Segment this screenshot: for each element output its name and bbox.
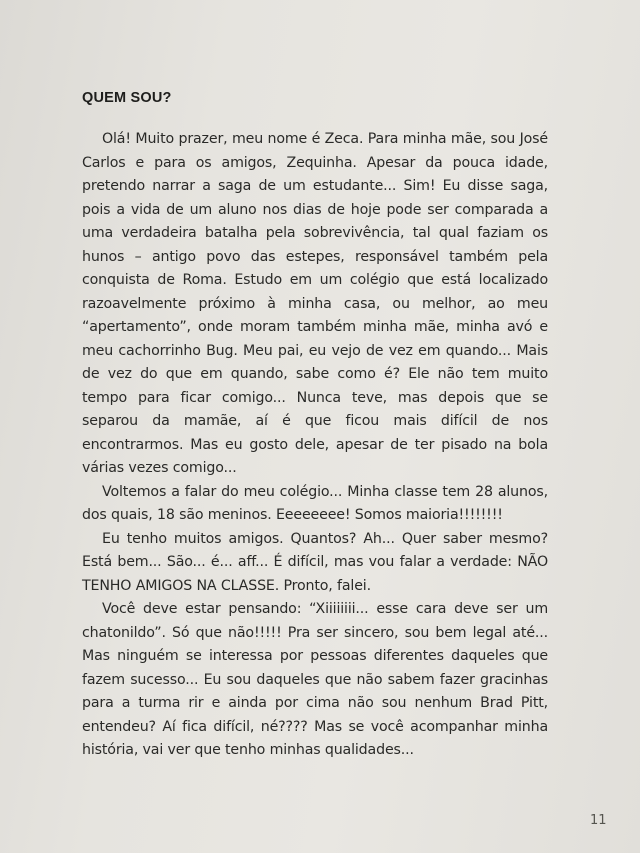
paragraph-2: Voltemos a falar do meu colégio... Minha classe tem 28 alunos, dos quais, 18 são meninos. Eeeeeeee! Somos maioria!!!!!!!! — [82, 483, 548, 523]
page-number: 11 — [590, 813, 607, 828]
chapter-body — [82, 128, 548, 763]
paragraph-4: Você deve estar pensando: “Xiiiiiiii... esse cara deve ser um chatonildo”. Só que não!!!!! Pra ser sincero, sou bem legal até... Mas ninguém se interessa por pessoas diferentes daqueles que fazem sucesso... Eu sou daqueles que não sabem fazer gracinhas para a turma rir e ainda por cima não sou nenhum Brad Pitt, entendeu? Aí fica difícil, né???? Mas se você acompanhar minha história, vai ver que tenho minhas qualidades... — [82, 601, 548, 758]
paragraph-3: Eu tenho muitos amigos. Quantos? Ah... Quer saber mesmo? Está bem... São... é... aff... É difícil, mas vou falar a verdade: NÃO TENHO AMIGOS NA CLASSE. Pronto, falei. — [82, 530, 548, 594]
paragraph-1: Olá! Muito prazer, meu nome é Zeca. Para minha mãe, sou José Carlos e para os amigos, Zequinha. Apesar da pouca idade, pretendo narrar a saga de um estudante... Sim! Eu disse saga, pois a vida de um aluno nos dias de hoje pode ser comparada a uma verdadeira batalha pela sobrevivência, tal qual faziam os hunos – antigo povo das estepes, responsável também pela conquista de Roma. Estudo em um colégio que está localizado razoavelmente próximo à minha casa, ou melhor, ao meu “apertamento”, onde moram também minha mãe, minha avó e meu cachorrinho Bug. Meu pai, eu vejo de vez em quando... Mais de vez do que em quando, sabe como é? Ele não tem muito tempo para ficar comigo... Nunca teve, mas depois que se separou da mamãe, aí é que ficou mais difícil de nos encontrarmos. Mas eu gosto dele, apesar de ter pisado na bola várias vezes comigo... — [82, 131, 548, 476]
chapter-heading: QUEM SOU? — [82, 90, 172, 106]
